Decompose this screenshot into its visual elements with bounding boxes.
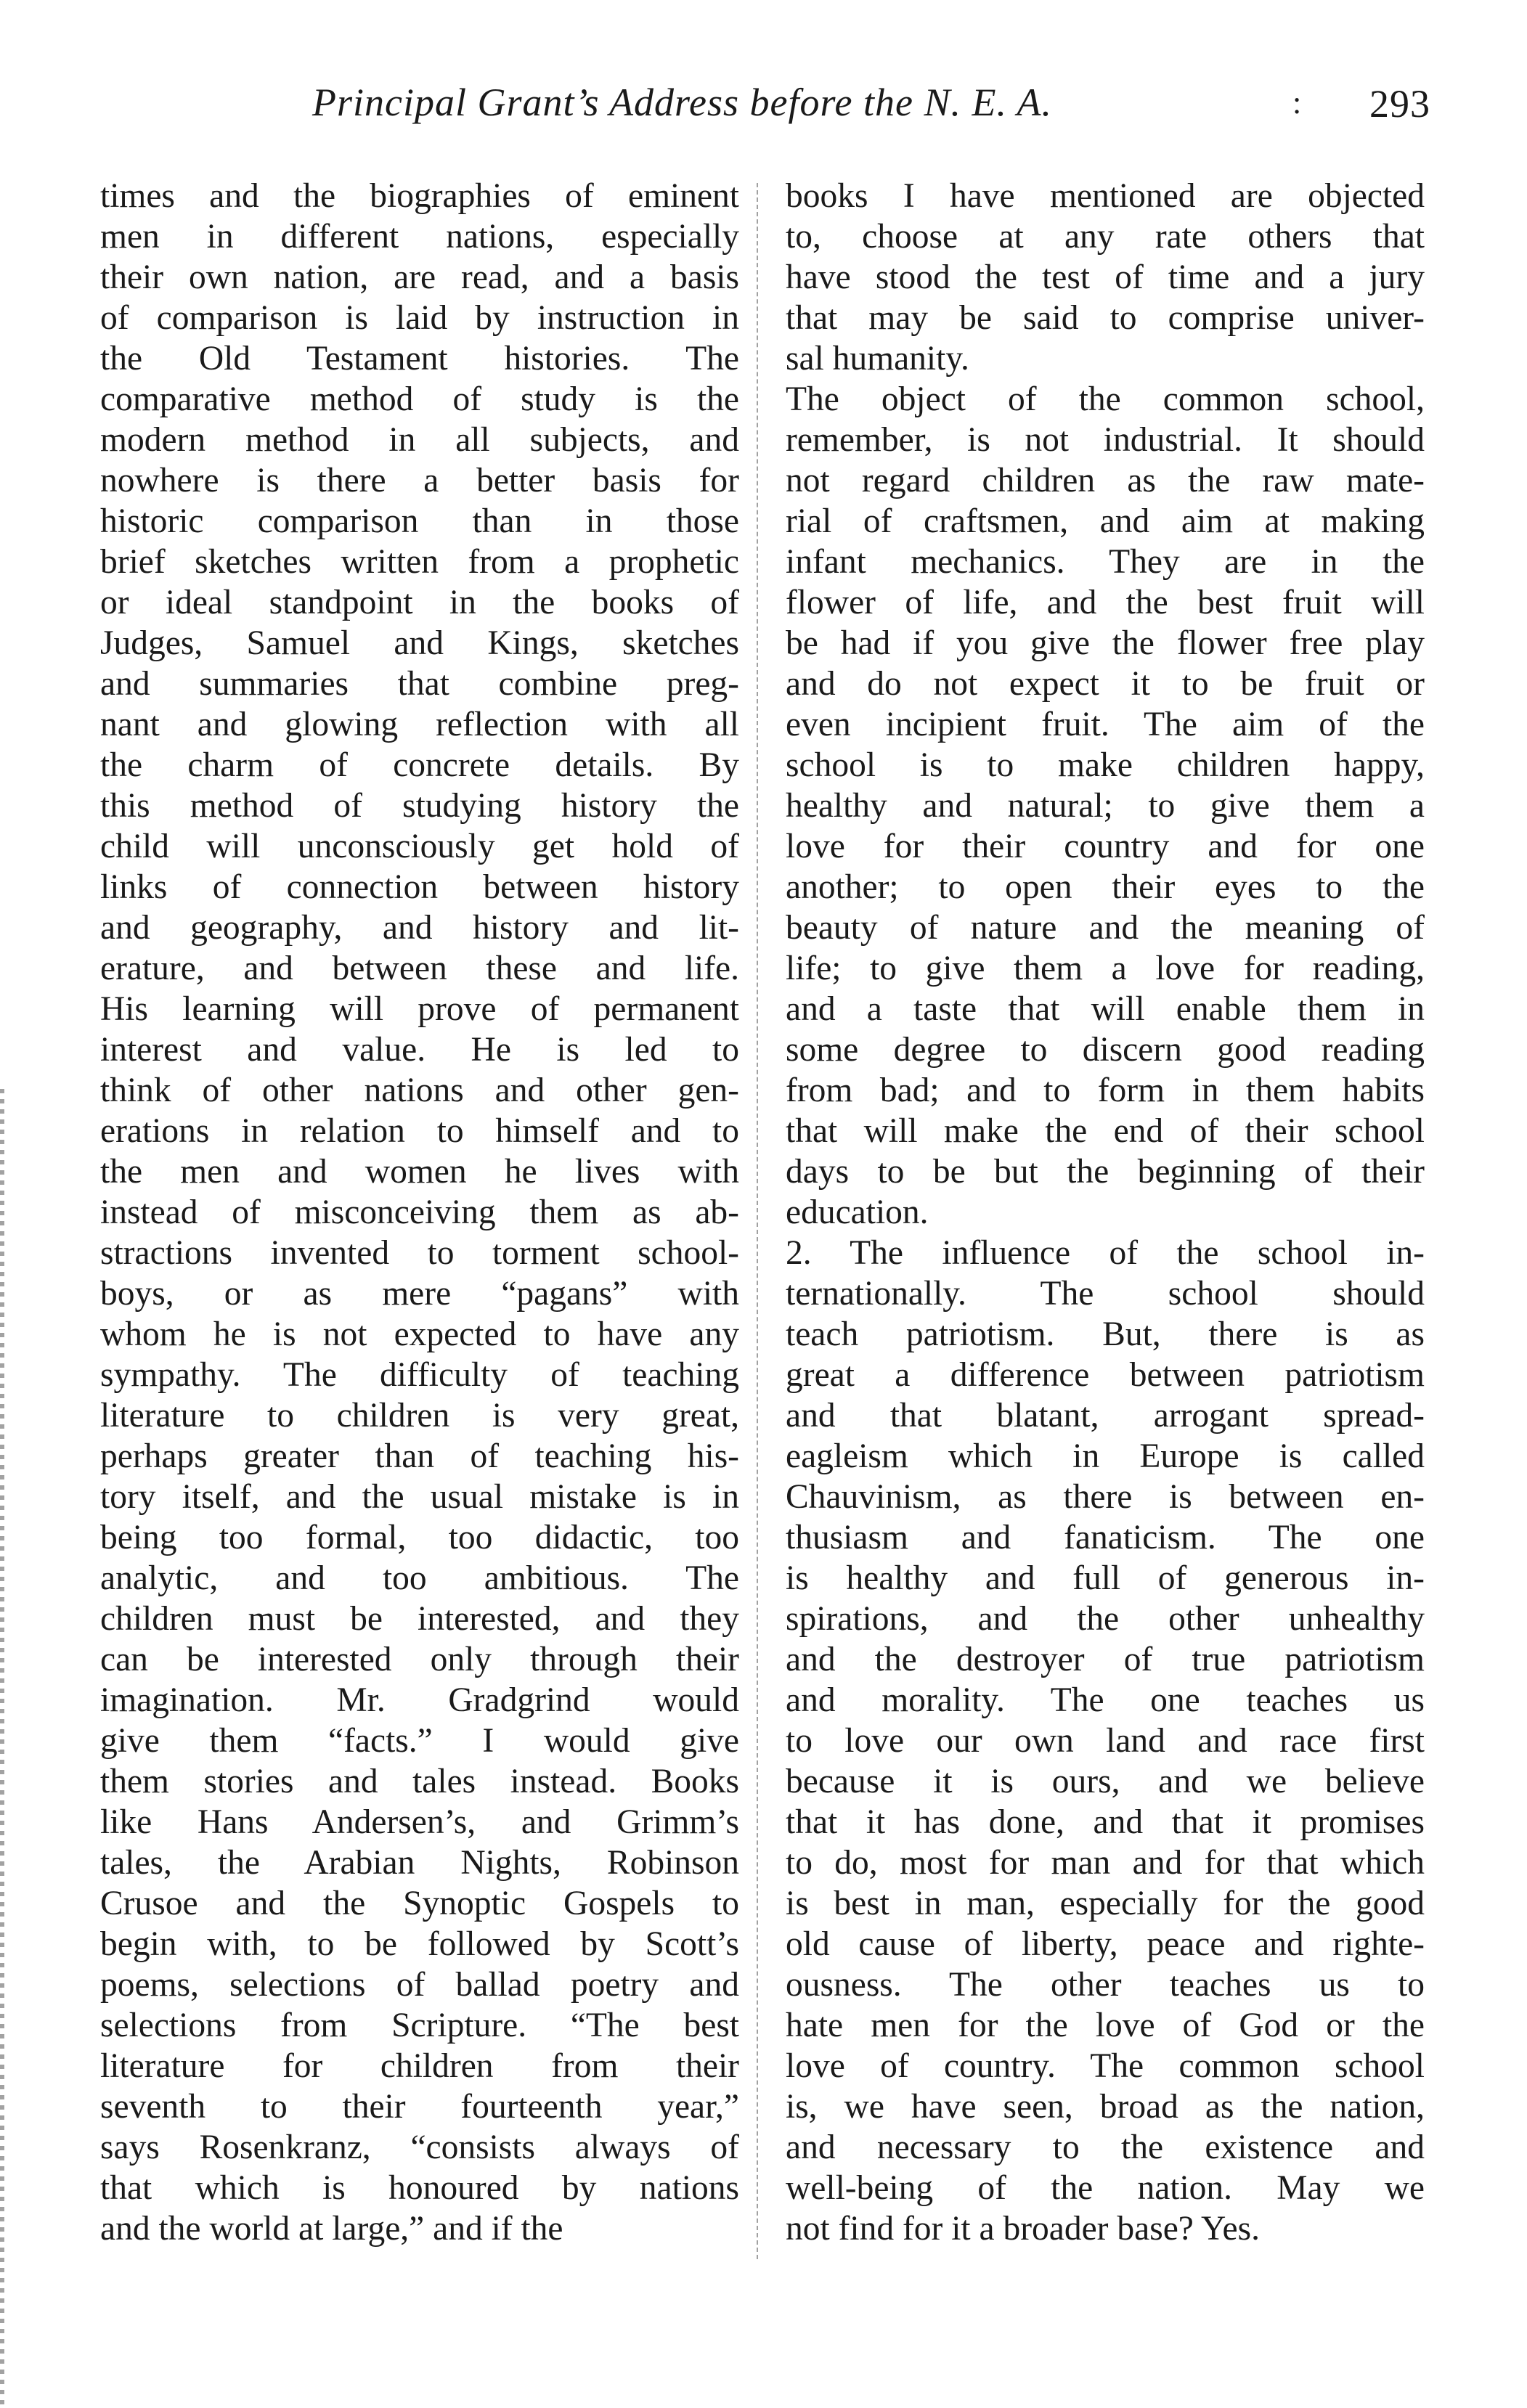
text-line: and the destroyer of true patriotism bbox=[786, 1641, 1425, 1678]
text-line: to love our own land and race first bbox=[786, 1722, 1425, 1760]
right-text-column bbox=[786, 176, 1425, 2249]
text-line: days to be but the beginning of their bbox=[786, 1153, 1425, 1191]
text-line: their own nation, are read, and a basis bbox=[100, 258, 739, 296]
text-line: and geography, and history and lit- bbox=[100, 909, 739, 947]
text-line: says Rosenkranz, “consists always of bbox=[100, 2129, 739, 2166]
text-line: from bad; and to form in them habits bbox=[786, 1072, 1425, 1109]
text-line: erature, and between these and life. bbox=[100, 950, 739, 987]
text-line: not regard children as the raw mate- bbox=[786, 462, 1425, 499]
text-line: sal humanity. bbox=[786, 340, 969, 377]
text-line: Judges, Samuel and Kings, sketches bbox=[100, 624, 739, 662]
text-line: erations in relation to himself and to bbox=[100, 1112, 739, 1150]
text-line: interest and value. He is led to bbox=[100, 1031, 739, 1069]
text-line: and necessary to the existence and bbox=[786, 2129, 1425, 2166]
text-line: infant mechanics. They are in the bbox=[786, 543, 1425, 581]
text-line: historic comparison than in those bbox=[100, 502, 739, 540]
text-line: books I have mentioned are objected bbox=[786, 177, 1425, 215]
text-line: literature for children from their bbox=[100, 2047, 739, 2085]
text-line: school is to make children happy, bbox=[786, 746, 1425, 784]
text-line: tory itself, and the usual mistake is in bbox=[100, 1478, 739, 1516]
text-line: and morality. The one teaches us bbox=[786, 1681, 1425, 1719]
left-text-column bbox=[100, 176, 739, 2249]
running-title: Principal Grant’s Address before the N. E. A. bbox=[312, 81, 1052, 124]
text-line: that it has done, and that it promises bbox=[786, 1803, 1425, 1841]
text-line: child will unconsciously get hold of bbox=[100, 828, 739, 865]
text-line: rial of craftsmen, and aim at making bbox=[786, 502, 1425, 540]
text-line: remember, is not industrial. It should bbox=[786, 421, 1425, 459]
header-mark: : bbox=[1292, 85, 1302, 121]
text-line: children must be interested, and they bbox=[100, 1600, 739, 1638]
text-line: literature to children is very great, bbox=[100, 1397, 739, 1434]
text-line: links of connection between history bbox=[100, 868, 739, 906]
text-line: this method of studying history the bbox=[100, 787, 739, 825]
text-line: that may be said to comprise univer- bbox=[786, 299, 1425, 337]
text-line: seventh to their fourteenth year,” bbox=[100, 2088, 739, 2126]
text-line: begin with, to be followed by Scott’s bbox=[100, 1925, 739, 1963]
text-line: some degree to discern good reading bbox=[786, 1031, 1425, 1069]
page-number: 293 bbox=[1369, 82, 1430, 126]
text-line: analytic, and too ambitious. The bbox=[100, 1559, 739, 1597]
text-line: is best in man, especially for the good bbox=[786, 1885, 1425, 1922]
text-line: The object of the common school, bbox=[786, 380, 1425, 418]
text-line: imagination. Mr. Gradgrind would bbox=[100, 1681, 739, 1719]
text-line: poems, selections of ballad poetry and bbox=[100, 1966, 739, 2004]
text-line: beauty of nature and the meaning of bbox=[786, 909, 1425, 947]
text-line: instead of misconceiving them as ab- bbox=[100, 1193, 739, 1231]
text-line: His learning will prove of permanent bbox=[100, 990, 739, 1028]
text-line: ternationally. The school should bbox=[786, 1275, 1425, 1313]
text-line: that will make the end of their school bbox=[786, 1112, 1425, 1150]
column-divider bbox=[757, 183, 758, 2259]
text-line: stractions invented to torment school- bbox=[100, 1234, 739, 1272]
text-line: love for their country and for one bbox=[786, 828, 1425, 865]
text-line: flower of life, and the best fruit will bbox=[786, 584, 1425, 621]
text-line: boys, or as mere “pagans” with bbox=[100, 1275, 739, 1313]
text-line: and a taste that will enable them in bbox=[786, 990, 1425, 1028]
text-line: education. bbox=[786, 1193, 929, 1231]
text-line: nant and glowing reflection with all bbox=[100, 706, 739, 743]
text-line: brief sketches written from a prophetic bbox=[100, 543, 739, 581]
text-line: comparative method of study is the bbox=[100, 380, 739, 418]
text-line: can be interested only through their bbox=[100, 1641, 739, 1678]
text-line: to, choose at any rate others that bbox=[786, 218, 1425, 256]
text-line: healthy and natural; to give them a bbox=[786, 787, 1425, 825]
running-head bbox=[102, 80, 1430, 138]
text-line: teach patriotism. But, there is as bbox=[786, 1315, 1425, 1353]
text-line: the Old Testament histories. The bbox=[100, 340, 739, 377]
text-line: eagleism which in Europe is called bbox=[786, 1437, 1425, 1475]
text-line: tales, the Arabian Nights, Robinson bbox=[100, 1844, 739, 1882]
text-line: modern method in all subjects, and bbox=[100, 421, 739, 459]
text-line: thusiasm and fanaticism. The one bbox=[786, 1519, 1425, 1556]
text-line: and the world at large,” and if the bbox=[100, 2210, 563, 2248]
text-line: or ideal standpoint in the books of bbox=[100, 584, 739, 621]
text-line: hate men for the love of God or the bbox=[786, 2007, 1425, 2044]
text-line: ousness. The other teaches us to bbox=[786, 1966, 1425, 2004]
text-line: Chauvinism, as there is between en- bbox=[786, 1478, 1425, 1516]
text-line: great a difference between patriotism bbox=[786, 1356, 1425, 1394]
text-line: like Hans Andersen’s, and Grimm’s bbox=[100, 1803, 739, 1841]
text-line: think of other nations and other gen- bbox=[100, 1072, 739, 1109]
text-line: the men and women he lives with bbox=[100, 1153, 739, 1191]
text-line: have stood the test of time and a jury bbox=[786, 258, 1425, 296]
text-line: Crusoe and the Synoptic Gospels to bbox=[100, 1885, 739, 1922]
text-line: sympathy. The difficulty of teaching bbox=[100, 1356, 739, 1394]
text-line: even incipient fruit. The aim of the bbox=[786, 706, 1425, 743]
text-line: 2. The influence of the school in- bbox=[786, 1234, 1425, 1272]
text-line: and do not expect it to be fruit or bbox=[786, 665, 1425, 703]
text-line: that which is honoured by nations bbox=[100, 2169, 739, 2207]
text-line: not find for it a broader base? Yes. bbox=[786, 2210, 1260, 2248]
text-line: being too formal, too didactic, too bbox=[100, 1519, 739, 1556]
text-line: well-being of the nation. May we bbox=[786, 2169, 1425, 2207]
text-line: men in different nations, especially bbox=[100, 218, 739, 256]
text-line: and that blatant, arrogant spread- bbox=[786, 1397, 1425, 1434]
text-line: to do, most for man and for that which bbox=[786, 1844, 1425, 1882]
text-line: spirations, and the other unhealthy bbox=[786, 1600, 1425, 1638]
text-line: old cause of liberty, peace and righte- bbox=[786, 1925, 1425, 1963]
text-line: times and the biographies of eminent bbox=[100, 177, 739, 215]
text-line: selections from Scripture. “The best bbox=[100, 2007, 739, 2044]
text-line: love of country. The common school bbox=[786, 2047, 1425, 2085]
text-line: life; to give them a love for reading, bbox=[786, 950, 1425, 987]
text-line: another; to open their eyes to the bbox=[786, 868, 1425, 906]
text-line: is healthy and full of generous in- bbox=[786, 1559, 1425, 1597]
text-line: perhaps greater than of teaching his- bbox=[100, 1437, 739, 1475]
text-line: and summaries that combine preg- bbox=[100, 665, 739, 703]
text-line: of comparison is laid by instruction in bbox=[100, 299, 739, 337]
text-line: them stories and tales instead. Books bbox=[100, 1763, 739, 1800]
text-line: give them “facts.” I would give bbox=[100, 1722, 739, 1760]
text-line: the charm of concrete details. By bbox=[100, 746, 739, 784]
text-line: whom he is not expected to have any bbox=[100, 1315, 739, 1353]
text-line: be had if you give the flower free play bbox=[786, 624, 1425, 662]
text-line: because it is ours, and we believe bbox=[786, 1763, 1425, 1800]
text-line: nowhere is there a better basis for bbox=[100, 462, 739, 499]
scan-edge bbox=[0, 1089, 4, 2408]
text-line: is, we have seen, broad as the nation, bbox=[786, 2088, 1425, 2126]
